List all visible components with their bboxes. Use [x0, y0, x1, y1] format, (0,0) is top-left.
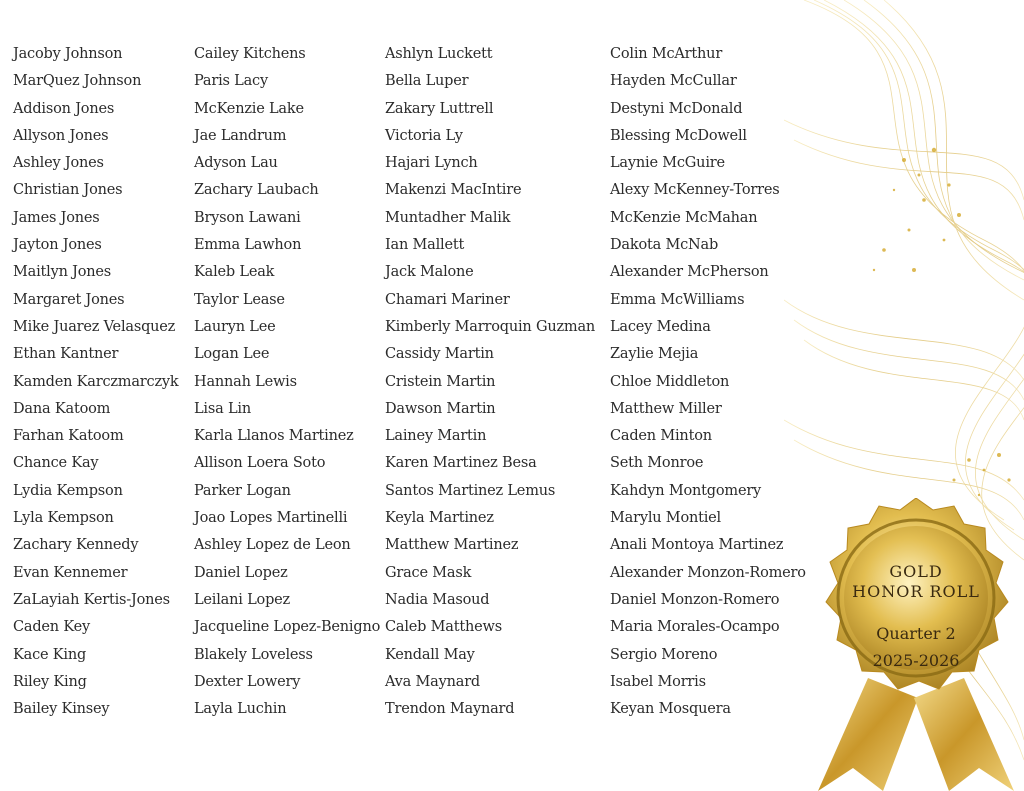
gold-seal-badge — [808, 498, 1024, 791]
honor-roll-name: Parker Logan — [194, 482, 291, 499]
seal-title-line-2: HONOR ROLL — [852, 582, 980, 601]
honor-roll-name: Chloe Middleton — [610, 373, 730, 390]
honor-roll-name: Riley King — [13, 673, 87, 690]
honor-roll-name: Jacqueline Lopez-Benigno — [194, 619, 381, 636]
honor-roll-name: Christian Jones — [13, 182, 123, 199]
honor-roll-name: Margaret Jones — [13, 291, 125, 308]
honor-roll-name: Ashley Lopez de Leon — [194, 537, 351, 554]
honor-roll-name: Daniel Lopez — [194, 564, 288, 581]
honor-roll-name: Chamari Mariner — [385, 291, 510, 308]
honor-roll-name: Kace King — [13, 646, 87, 663]
honor-roll-name: McKenzie Lake — [194, 100, 304, 117]
honor-roll-name: Caden Key — [13, 619, 90, 636]
honor-roll-name: Kamden Karczmarczyk — [13, 373, 179, 390]
honor-roll-name: Emma McWilliams — [610, 291, 745, 308]
honor-roll-name: Layla Luchin — [194, 701, 287, 718]
honor-roll-name: Lisa Lin — [194, 400, 251, 417]
honor-roll-name: Kimberly Marroquin Guzman — [385, 318, 596, 335]
honor-roll-name: Grace Mask — [385, 564, 472, 581]
honor-roll-name: Lyla Kempson — [13, 510, 114, 527]
honor-roll-name: Trendon Maynard — [385, 701, 515, 718]
honor-roll-name: Dana Katoom — [13, 400, 111, 417]
honor-roll-name: Keyan Mosquera — [610, 701, 731, 718]
gold-seal-icon — [808, 498, 1024, 791]
honor-roll-name: Bryson Lawani — [194, 209, 301, 226]
honor-roll-name: Nadia Masoud — [385, 591, 490, 608]
honor-roll-name: Dakota McNab — [610, 237, 719, 254]
honor-roll-name: Allison Loera Soto — [194, 455, 326, 472]
honor-roll-name: Ashlyn Luckett — [385, 46, 493, 62]
honor-roll-name: James Jones — [13, 209, 100, 226]
honor-roll-name: Blessing McDowell — [610, 127, 747, 144]
honor-roll-name: Bella Luper — [385, 73, 469, 90]
honor-roll-name: Kahdyn Montgomery — [610, 482, 762, 499]
honor-roll-name: Ethan Kantner — [13, 346, 119, 363]
honor-roll-name: Kaleb Leak — [194, 264, 275, 281]
honor-roll-name: Mike Juarez Velasquez — [13, 318, 176, 335]
honor-roll-name: Marylu Montiel — [610, 510, 721, 527]
honor-roll-name: Taylor Lease — [194, 291, 285, 308]
honor-roll-name: McKenzie McMahan — [610, 209, 758, 226]
honor-roll-name: Joao Lopes Martinelli — [194, 510, 348, 527]
honor-roll-name: Blakely Loveless — [194, 646, 313, 663]
honor-roll-name: Dexter Lowery — [194, 673, 301, 690]
seal-title-line-1: GOLD — [889, 562, 943, 581]
honor-roll-name: ZaLayiah Kertis-Jones — [13, 591, 170, 608]
honor-roll-name: Jayton Jones — [13, 237, 102, 254]
honor-roll-name: Karla Llanos Martinez — [194, 428, 354, 445]
honor-roll-name: Hannah Lewis — [194, 373, 297, 390]
honor-roll-name: Alexy McKenney-Torres — [610, 182, 780, 199]
honor-roll-name: Zachary Laubach — [194, 182, 319, 199]
seal-school-year: 2025-2026 — [872, 651, 960, 670]
honor-roll-name: Allyson Jones — [13, 127, 109, 144]
honor-roll-name: Bailey Kinsey — [13, 701, 110, 718]
name-column-3 — [385, 43, 595, 725]
honor-roll-name: Lydia Kempson — [13, 482, 123, 499]
honor-roll-name: Makenzi MacIntire — [385, 182, 522, 199]
honor-roll-name: Ashley Jones — [13, 155, 104, 172]
name-column-4 — [610, 43, 806, 725]
honor-roll-name: Emma Lawhon — [194, 237, 302, 254]
honor-roll-name: Muntadher Malik — [385, 209, 511, 226]
honor-roll-name: Adyson Lau — [194, 155, 278, 172]
honor-roll-name: Jack Malone — [385, 264, 474, 281]
honor-roll-name: Karen Martinez Besa — [385, 455, 537, 472]
honor-roll-name: Farhan Katoom — [13, 428, 124, 445]
honor-roll-name: Sergio Moreno — [610, 646, 718, 663]
honor-roll-name: Cassidy Martin — [385, 346, 494, 363]
honor-roll-name: Jacoby Johnson — [13, 46, 123, 62]
seal-quarter: Quarter 2 — [876, 624, 956, 643]
honor-roll-name: Santos Martinez Lemus — [385, 482, 556, 499]
honor-roll-name: Paris Lacy — [194, 73, 268, 90]
honor-roll-name: Ava Maynard — [385, 673, 481, 690]
honor-roll-name: Keyla Martinez — [385, 510, 494, 527]
honor-roll-name: Lacey Medina — [610, 318, 711, 335]
name-column-2 — [194, 43, 380, 725]
honor-roll-name: Colin McArthur — [610, 46, 723, 62]
name-column-1 — [13, 43, 178, 725]
honor-roll-name: Chance Kay — [13, 455, 99, 472]
honor-roll-name: Caden Minton — [610, 428, 712, 445]
honor-roll-name: Lauryn Lee — [194, 318, 276, 335]
honor-roll-name: Matthew Martinez — [385, 537, 519, 554]
honor-roll-name: Isabel Morris — [610, 673, 706, 690]
honor-roll-name: Cristein Martin — [385, 373, 496, 390]
honor-roll-name: Alexander McPherson — [610, 264, 769, 281]
honor-roll-name: Laynie McGuire — [610, 155, 725, 172]
honor-roll-name: Caleb Matthews — [385, 619, 502, 636]
honor-roll-name: Maitlyn Jones — [13, 264, 112, 281]
honor-roll-name: Jae Landrum — [194, 127, 287, 144]
honor-roll-name: Hajari Lynch — [385, 155, 478, 172]
honor-roll-name: Ian Mallett — [385, 237, 465, 254]
honor-roll-name: Lainey Martin — [385, 428, 487, 445]
honor-roll-name: Zaylie Mejia — [610, 346, 699, 363]
honor-roll-name: Addison Jones — [13, 100, 115, 117]
honor-roll-name: Seth Monroe — [610, 455, 704, 472]
honor-roll-name: Victoria Ly — [385, 127, 463, 144]
honor-roll-name: Anali Montoya Martinez — [610, 537, 784, 554]
honor-roll-name: Logan Lee — [194, 346, 270, 363]
honor-roll-name: Dawson Martin — [385, 400, 496, 417]
honor-roll-name: Alexander Monzon-Romero — [610, 564, 806, 581]
honor-roll-name: Hayden McCullar — [610, 73, 737, 90]
honor-roll-name: Destyni McDonald — [610, 100, 743, 117]
honor-roll-name: Evan Kennemer — [13, 564, 128, 581]
honor-roll-name: Zakary Luttrell — [385, 100, 494, 117]
honor-roll-name: Kendall May — [385, 646, 475, 663]
honor-roll-name: Leilani Lopez — [194, 591, 290, 608]
honor-roll-name: Daniel Monzon-Romero — [610, 591, 780, 608]
honor-roll-name: Maria Morales-Ocampo — [610, 619, 780, 636]
honor-roll-name: MarQuez Johnson — [13, 73, 142, 90]
honor-roll-name: Matthew Miller — [610, 400, 722, 417]
honor-roll-name: Zachary Kennedy — [13, 537, 139, 554]
honor-roll-name: Cailey Kitchens — [194, 46, 306, 62]
